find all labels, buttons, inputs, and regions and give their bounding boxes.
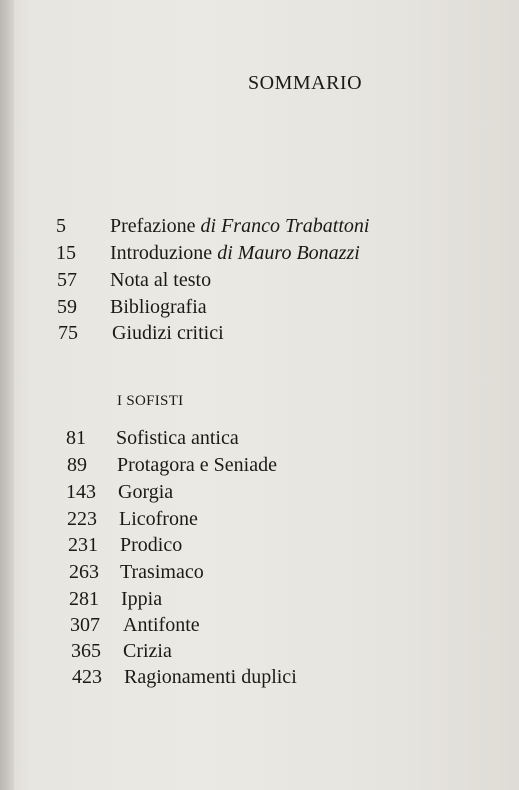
toc-label: Giudizi critici [112, 322, 224, 344]
toc-label: Gorgia [118, 481, 174, 503]
toc-page-number: 57 [57, 269, 77, 291]
toc-page-number: 89 [67, 454, 87, 476]
toc-title: Prefazione [110, 215, 201, 237]
toc-label [110, 241, 360, 265]
toc-label: Nota al testo [110, 269, 212, 291]
toc-page-number: 281 [69, 588, 99, 610]
toc-author-prefix: di [217, 242, 238, 264]
toc-page-number: 231 [68, 534, 98, 556]
toc-author: Mauro Bonazzi [237, 242, 360, 264]
toc-author-prefix: di [200, 215, 222, 237]
toc-page-number: 15 [56, 242, 76, 264]
toc-label: Bibliografia [110, 296, 207, 318]
toc-page-number: 59 [57, 296, 77, 318]
toc-page-number: 75 [58, 322, 78, 344]
page-title: SOMMARIO [248, 72, 363, 94]
toc-label [110, 214, 369, 238]
toc-title: Introduzione [110, 242, 218, 264]
toc-page-number: 365 [71, 640, 101, 662]
toc-label: Trasimaco [120, 561, 204, 583]
page-gutter [0, 0, 14, 790]
toc-label: Crizia [123, 640, 172, 662]
toc-label: Ragionamenti duplici [124, 666, 297, 688]
toc-page-number: 223 [67, 508, 97, 530]
section-heading: I SOFISTI [117, 393, 184, 409]
toc-page-number: 81 [66, 427, 86, 449]
toc-label: Licofrone [119, 508, 198, 530]
toc-page-number: 423 [72, 666, 102, 688]
toc-label: Prodico [120, 534, 183, 556]
toc-author: Franco Trabattoni [221, 215, 370, 237]
toc-page-number: 263 [69, 561, 99, 583]
toc-label: Protagora e Seniade [117, 454, 277, 476]
toc-page-number: 143 [66, 481, 96, 503]
toc-page-number: 307 [70, 614, 100, 636]
toc-label: Sofistica antica [116, 427, 239, 449]
toc-page-number: 5 [56, 215, 66, 237]
toc-label: Ippia [121, 588, 163, 610]
toc-label: Antifonte [123, 614, 200, 636]
